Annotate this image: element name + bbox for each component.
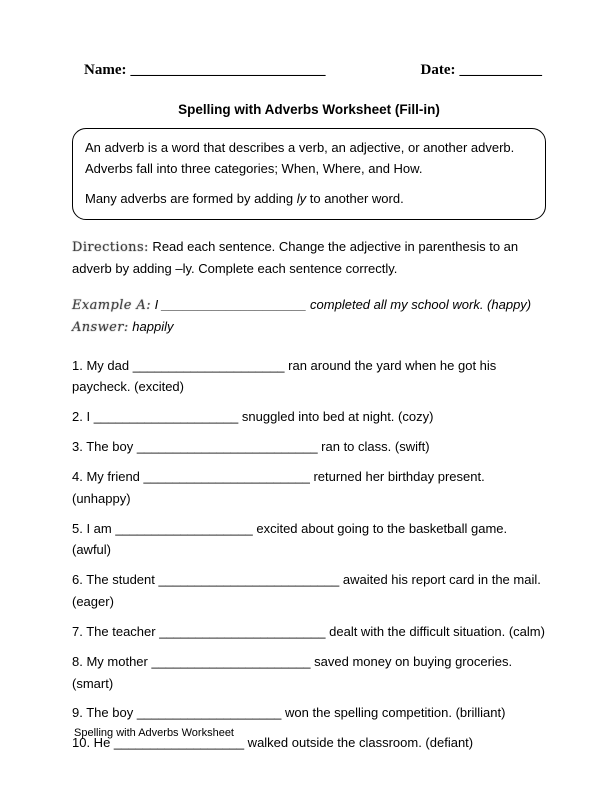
directions-label: Directions:	[72, 240, 149, 256]
directions-text: Read each sentence. Change the adjective in parenthesis to an adverb by adding –ly. Complete each sentence correctly.	[72, 239, 519, 277]
question-text-after: awaited his report card in the mail. (eager)	[72, 572, 541, 610]
question-blank-line: __________________	[113, 735, 245, 751]
question-row	[72, 355, 546, 399]
question-row	[72, 702, 546, 724]
answer-label: Answer:	[72, 319, 129, 335]
name-field-group	[84, 62, 325, 79]
footer-title: Spelling with Adverbs Worksheet	[74, 727, 234, 739]
question-text-before: 7. The teacher	[72, 623, 160, 639]
example-text-before: I	[150, 296, 162, 312]
example-label: Example A:	[72, 297, 151, 313]
example-blank-line: ____________________	[161, 296, 307, 312]
question-blank-line: ____________________	[93, 409, 239, 425]
question-row	[72, 518, 546, 562]
question-row	[72, 569, 546, 613]
answer-line	[72, 317, 546, 339]
question-blank-line: _____________________	[132, 357, 285, 373]
question-text-before: 10. He	[72, 735, 114, 751]
example-block	[72, 295, 546, 339]
name-blank-line: __________________________	[130, 62, 326, 78]
question-blank-line: _______________________	[143, 468, 310, 484]
question-text-before: 9. The boy	[72, 705, 137, 721]
example-text-after: completed all my school work. (happy)	[306, 296, 532, 312]
question-text-after: excited about going to the basketball game. (awful)	[72, 520, 508, 558]
question-text-after: ran to class. (swift)	[317, 439, 430, 455]
question-text-after: won the spelling competition. (brilliant)	[281, 705, 506, 721]
definition-line-3-prefix: Many adverbs are formed by adding	[85, 190, 297, 206]
header-row	[72, 62, 546, 79]
page-title: Spelling with Adverbs Worksheet (Fill-in)	[178, 102, 440, 117]
date-label: Date:	[420, 62, 456, 78]
question-text-before: 5. I am	[72, 520, 116, 536]
question-blank-line: ___________________	[115, 520, 253, 536]
question-text-before: 3. The boy	[72, 439, 137, 455]
question-row	[72, 621, 546, 643]
answer-value: happily	[128, 318, 174, 334]
question-row	[72, 466, 546, 510]
question-blank-line: _________________________	[158, 572, 340, 588]
question-blank-line: _________________________	[136, 439, 318, 455]
question-text-before: 2. I	[72, 409, 94, 425]
name-label: Name:	[84, 62, 127, 78]
question-row	[72, 436, 546, 458]
question-blank-line: ______________________	[151, 653, 311, 669]
directions	[72, 237, 546, 280]
date-field-group	[421, 62, 542, 79]
question-text-before: 6. The student	[72, 572, 159, 588]
definition-paragraph-2	[85, 189, 533, 210]
definition-line-1: An adverb is a word that describes a verb, an adjective, or another adverb.	[85, 140, 515, 155]
definition-line-3-suffix: to another word.	[306, 190, 404, 206]
question-text-before: 8. My mother	[72, 653, 152, 669]
question-row	[72, 651, 546, 695]
question-row	[72, 406, 546, 428]
question-text-after: dealt with the difficult situation. (calm)	[325, 623, 545, 639]
question-text-before: 4. My friend	[72, 468, 144, 484]
ly-italic: ly	[296, 190, 307, 206]
question-text-after: snuggled into bed at night. (cozy)	[238, 409, 434, 425]
definition-line-2: Adverbs fall into three categories; When, Where, and How.	[85, 160, 423, 176]
question-text-after: saved money on buying groceries. (smart)	[72, 653, 513, 691]
date-blank-line: ___________	[459, 62, 542, 78]
question-text-after: returned her birthday present. (unhappy)	[72, 468, 485, 506]
question-text-after: walked outside the classroom. (defiant)	[244, 735, 474, 751]
example-line	[72, 295, 546, 317]
definition-paragraph	[85, 138, 533, 180]
question-list	[72, 355, 546, 754]
definition-box	[72, 128, 546, 220]
question-text-after: ran around the yard when he got his paycheck. (excited)	[72, 357, 497, 395]
question-text-before: 1. My dad	[72, 357, 133, 373]
question-blank-line: ____________________	[136, 705, 282, 721]
question-blank-line: _______________________	[159, 623, 326, 639]
